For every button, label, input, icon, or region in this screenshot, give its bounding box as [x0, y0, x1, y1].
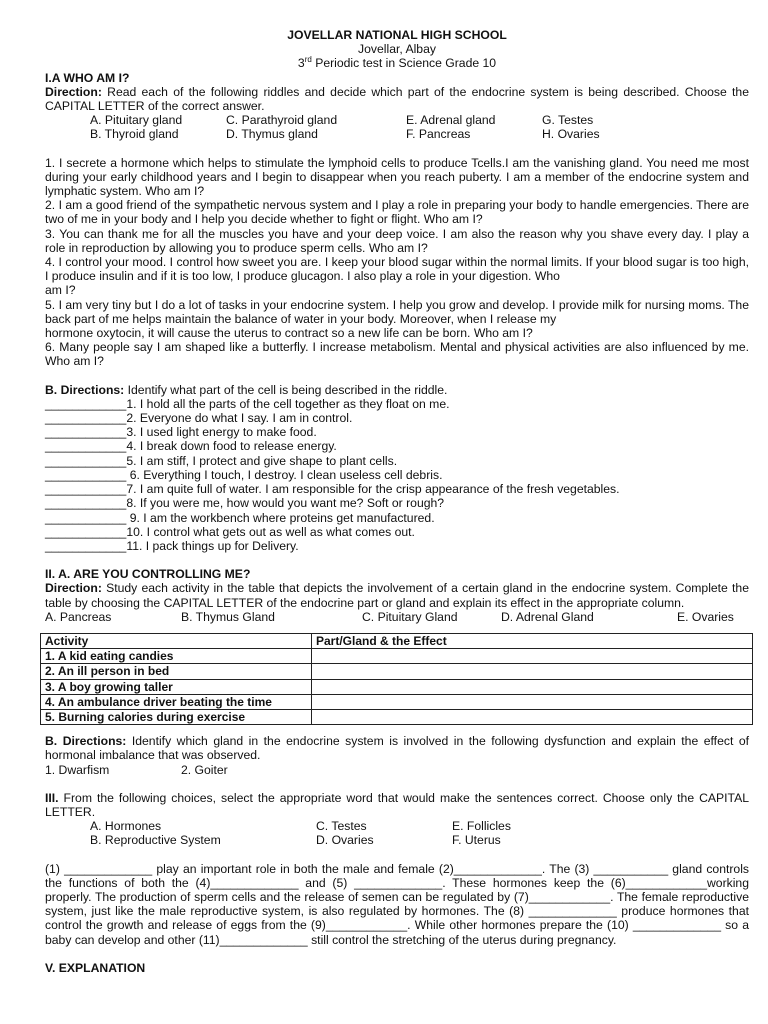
- part1a-direction: Direction: Read each of the following riddles and decide which part of the endocrine system is being described. Choose the CAPITAL LETTER of the correct answer.: [45, 84, 749, 114]
- table-row: 2. An ill person in bed: [41, 664, 753, 679]
- cell-item-4: ____________4. I break down food to release energy.: [45, 439, 337, 454]
- part2a-choices: A. Pancreas B. Thymus Gland C. Pituitary Gland D. Adrenal Gland E. Ovaries: [45, 609, 734, 624]
- riddle-3: 3. You can thank me for all the muscles you have and your deep voice. I am also the reason why you shave every day. I play a role in reproduction by allowing you to produce sperm cells. Who am I?: [45, 226, 749, 255]
- part2b-items: 1. Dwarfism 2. Goiter: [45, 762, 228, 777]
- column-header-activity: Activity: [41, 633, 312, 648]
- part3-direction: III. From the following choices, select the appropriate word that would make the sentences correct. Choose only the CAPITAL LETTER.: [45, 790, 749, 819]
- riddle-1: 1. I secrete a hormone which helps to stimulate the lymphoid cells to produce Tcells.I am the vanishing gland. You need me most during your early childhood years and I begin to disappear when you reach puberty. I am a member of the endocrine system and lymphatic system. Who am I?: [45, 155, 749, 199]
- part1a-title: I.A WHO AM I?: [45, 70, 130, 85]
- school-name: JOVELLAR NATIONAL HIGH SCHOOL: [287, 28, 507, 42]
- cell-item-8: ____________8. If you were me, how would you want me? Soft or rough?: [45, 496, 445, 511]
- riddle-4: 4. I control your mood. I control how sweet you are. I keep your blood sugar within the normal limits. If your blood sugar is too high, I produce insulin and if it is too low, I produce glucagon. I also play a role in your digestion. Who: [45, 255, 749, 284]
- table-header-row: [41, 633, 753, 648]
- cell-item-1: ____________1. I hold all the parts of the cell together as they float on me.: [45, 396, 450, 411]
- table-row: 1. A kid eating candies: [41, 649, 753, 664]
- answer-cell[interactable]: [312, 679, 753, 694]
- test-page: [45, 28, 749, 975]
- column-header-gland-effect: Part/Gland & the Effect: [312, 633, 753, 648]
- cell-item-7: ____________7. I am quite full of water. I am responsible for the crisp appearance of the fresh vegetables.: [45, 482, 620, 497]
- riddle-5: 5. I am very tiny but I do a lot of tasks in your endocrine system. I help you grow and develop. I provide milk for nursing moms. The back part of me helps maintain the balance of water in your body. Moreover, when I release my: [45, 297, 749, 326]
- school-location: Jovellar, Albay: [358, 42, 436, 57]
- table-row: 3. A boy growing taller: [41, 679, 753, 694]
- part2b-direction: B. Directions: Identify which gland in the endocrine system is involved in the following dysfunction and explain the effect of hormonal imbalance that was observed.: [45, 734, 749, 763]
- activity-table: [40, 633, 753, 725]
- cell-item-5: ____________5. I am stiff, I protect and give shape to plant cells.: [45, 453, 398, 468]
- riddle-2: 2. I am a good friend of the sympathetic nervous system and I play a role in preparing your body to handle emergencies. There are two of me in your body and I help you decide whether to fight or flight. Who am I?: [45, 198, 749, 227]
- cell-item-6: ____________ 6. Everything I touch, I destroy. I clean useless cell debris.: [45, 467, 443, 482]
- part1b-direction: B. Directions: Identify what part of the cell is being described in the riddle.: [45, 382, 448, 397]
- part2a-title: II. A. ARE YOU CONTROLLING ME?: [45, 567, 251, 582]
- fill-in-paragraph: (1) _____________ play an important role in both the male and female (2)_____________. The (3) ___________ gland controls the functions of both the (4)_____________ and (5) _____________. These hormones keep the (6)____________working properly. The production of sperm cells and the release of semen can be regulated by (7)____________. The female reproductive system, just like the male reproductive system, is also regulated by hormones. The (8) _____________ produce hormones that control the growth and release of eggs from the (9)____________. While other hormones prepare the (10) _____________ so a baby can develop and other (11)_____________ still control the stretching of the uterus during pregnancy.: [45, 861, 749, 947]
- test-title: 3rd Periodic test in Science Grade 10: [297, 55, 497, 71]
- part2a-direction: Direction: Study each activity in the table that depicts the involvement of a certain gland in the endocrine system. Complete the table by choosing the CAPITAL LETTER of the endocrine part or gland and explain its effect in the appropriate column.: [45, 581, 749, 610]
- cell-item-9: ____________ 9. I am the workbench where proteins get manufactured.: [45, 510, 435, 525]
- riddle-4-end: am I?: [45, 283, 76, 298]
- cell-item-10: ____________10. I control what gets out as well as what comes out.: [45, 524, 415, 539]
- answer-cell[interactable]: [312, 649, 753, 664]
- riddle-5-end: hormone oxytocin, it will cause the uterus to contract so a new life can be born. Who am I?: [45, 326, 533, 341]
- cell-item-11: ____________11. I pack things up for Delivery.: [45, 538, 299, 553]
- answer-cell[interactable]: [312, 694, 753, 709]
- table-row: 4. An ambulance driver beating the time: [41, 694, 753, 709]
- answer-cell[interactable]: [312, 664, 753, 679]
- part5-title: V. EXPLANATION: [45, 960, 146, 975]
- cell-item-2: ____________2. Everyone do what I say. I am in control.: [45, 411, 353, 426]
- answer-cell[interactable]: [312, 709, 753, 724]
- table-row: 5. Burning calories during exercise: [41, 709, 753, 724]
- part1a-choices: A. Pituitary gland C. Parathyroid gland E. Adrenal gland G. Testes B. Thyroid gland D. Thymus gland F. Pancreas H. Ovaries: [90, 113, 600, 142]
- part3-choices: A. Hormones C. Testes E. Follicles B. Reproductive System D. Ovaries F. Uterus: [90, 819, 511, 848]
- cell-item-3: ____________3. I used light energy to make food.: [45, 425, 317, 440]
- riddle-6: 6. Many people say I am shaped like a butterfly. I increase metabolism. Mental and physical activities are also influenced by me. Who am I?: [45, 340, 749, 369]
